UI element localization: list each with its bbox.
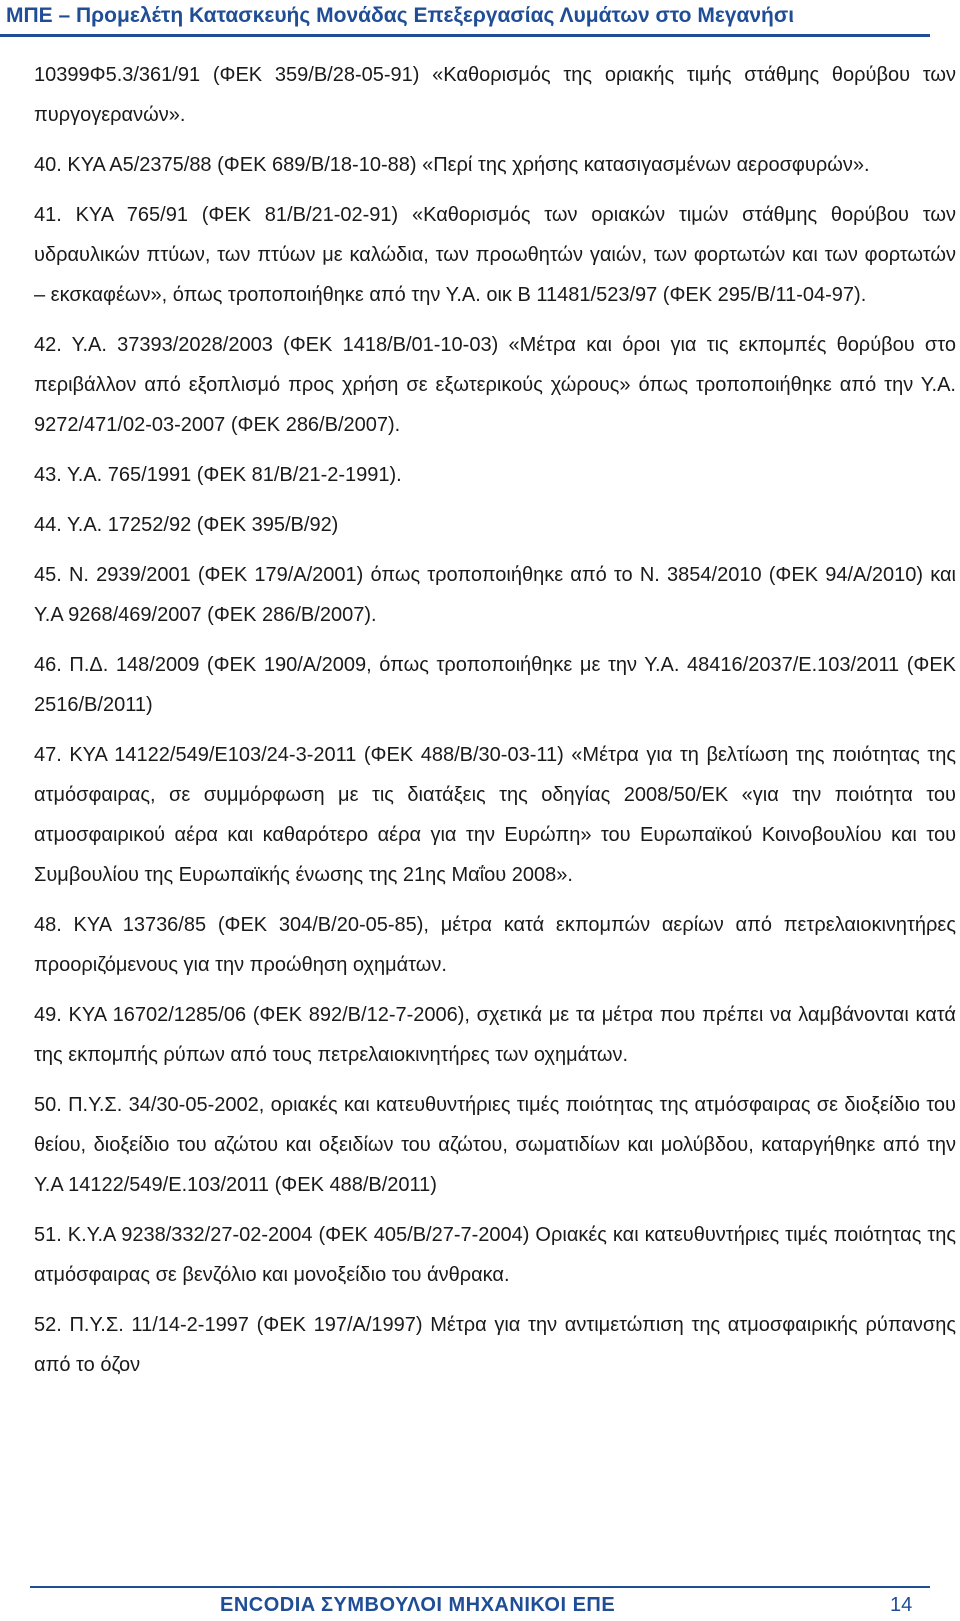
reference-entry: 50. Π.Υ.Σ. 34/30-05-2002, οριακές και κατευθυντήριες τιμές ποιότητας της ατμόσφαιρας σε διοξείδιο του θείου, διοξείδιο του αζώτου και οξειδίων του αζώτου, σωματιδίων και μολύβδου, καταργήθηκε από την Υ.Α 14122/549/Ε.103/2011 (ΦΕΚ 488/Β/2011) — [34, 1094, 956, 1196]
reference-entry: 52. Π.Υ.Σ. 11/14-2-1997 (ΦΕΚ 197/Α/1997) Μέτρα για την αντιμετώπιση της ατμοσφαιρικής ρύπανσης από το όζον — [34, 1314, 956, 1376]
reference-entry: 42. Υ.Α. 37393/2028/2003 (ΦΕΚ 1418/Β/01-10-03) «Μέτρα και όροι για τις εκπομπές θορύβου στο περιβάλλον από εξοπλισμό προς χρήση σε εξωτερικούς χώρους» όπως τροποποιήθηκε από την Υ.Α. 9272/471/02-03-2007 (ΦΕΚ 286/Β/2007). — [34, 334, 956, 436]
header-title: ΜΠΕ – Προμελέτη Κατασκευής Μονάδας Επεξεργασίας Λυμάτων στο Μεγανήσι — [6, 4, 795, 27]
reference-entry: 49. ΚΥΑ 16702/1285/06 (ΦΕΚ 892/Β/12-7-2006), σχετικά με τα μέτρα που πρέπει να λαμβάνονται κατά της εκπομπής ρύπων από τους πετρελαιοκινητήρες των οχημάτων. — [34, 1004, 956, 1066]
reference-entry: 47. ΚΥΑ 14122/549/Ε103/24-3-2011 (ΦΕΚ 488/Β/30-03-11) «Μέτρα για τη βελτίωση της ποιότητας της ατμόσφαιρας, σε συμμόρφωση με τις διατάξεις της οδηγίας 2008/50/ΕΚ «για την ποιότητα του ατμοσφαιρικού αέρα και καθαρότερο αέρα για την Ευρώπη» του Ευρωπαϊκού Κοινοβουλίου και του Συμβουλίου της Ευρωπαϊκής ένωσης της 21ης Μαΐου 2008». — [34, 744, 956, 886]
page-header — [0, 0, 960, 36]
header-divider — [0, 34, 930, 37]
footer-company-name: ENCODIA ΣΥΜΒΟΥΛΟΙ ΜΗΧΑΝΙΚΟΙ ΕΠΕ — [220, 1594, 616, 1616]
reference-entry: 44. Υ.Α. 17252/92 (ΦΕΚ 395/Β/92) — [34, 514, 339, 536]
reference-entry: 46. Π.Δ. 148/2009 (ΦΕΚ 190/Α/2009, όπως τροποποιήθηκε με την Υ.Α. 48416/2037/Ε.103/2011 (ΦΕΚ 2516/Β/2011) — [34, 654, 956, 716]
page-footer — [0, 1586, 960, 1621]
reference-entry: 40. ΚΥΑ Α5/2375/88 (ΦΕΚ 689/Β/18-10-88) «Περί της χρήσης κατασιγασμένων αεροσφυρών». — [34, 154, 870, 176]
reference-entry: 43. Υ.Α. 765/1991 (ΦΕΚ 81/Β/21-2-1991). — [34, 464, 402, 486]
references-list — [34, 55, 956, 1395]
reference-entry: 10399Φ5.3/361/91 (ΦΕΚ 359/Β/28-05-91) «Καθορισμός της οριακής τιμής στάθμης θορύβου των πυργογερανών». — [34, 64, 956, 126]
footer-divider — [30, 1586, 930, 1588]
reference-entry: 45. Ν. 2939/2001 (ΦΕΚ 179/Α/2001) όπως τροποποιήθηκε από το Ν. 3854/2010 (ΦΕΚ 94/Α/2010) και Υ.Α 9268/469/2007 (ΦΕΚ 286/Β/2007). — [34, 564, 956, 626]
page-number: 14 — [890, 1594, 913, 1616]
reference-entry: 48. ΚΥΑ 13736/85 (ΦΕΚ 304/Β/20-05-85), μέτρα κατά εκπομπών αερίων από πετρελαιοκινητήρες προοριζόμενους για την προώθηση οχημάτων. — [34, 914, 956, 976]
reference-entry: 41. ΚΥΑ 765/91 (ΦΕΚ 81/Β/21-02-91) «Καθορισμός των οριακών τιμών στάθμης θορύβου των υδραυλικών πτύων, των πτύων με καλώδια, των προωθητών γαιών, των φορτωτών και των φορτωτών – εκσκαφέων», όπως τροποποιήθηκε από την Υ.Α. οικ Β 11481/523/97 (ΦΕΚ 295/Β/11-04-97). — [34, 204, 956, 306]
reference-entry: 51. Κ.Υ.Α 9238/332/27-02-2004 (ΦΕΚ 405/Β/27-7-2004) Οριακές και κατευθυντήριες τιμές ποιότητας της ατμόσφαιρας σε βενζόλιο και μονοξείδιο του άνθρακα. — [34, 1224, 956, 1286]
